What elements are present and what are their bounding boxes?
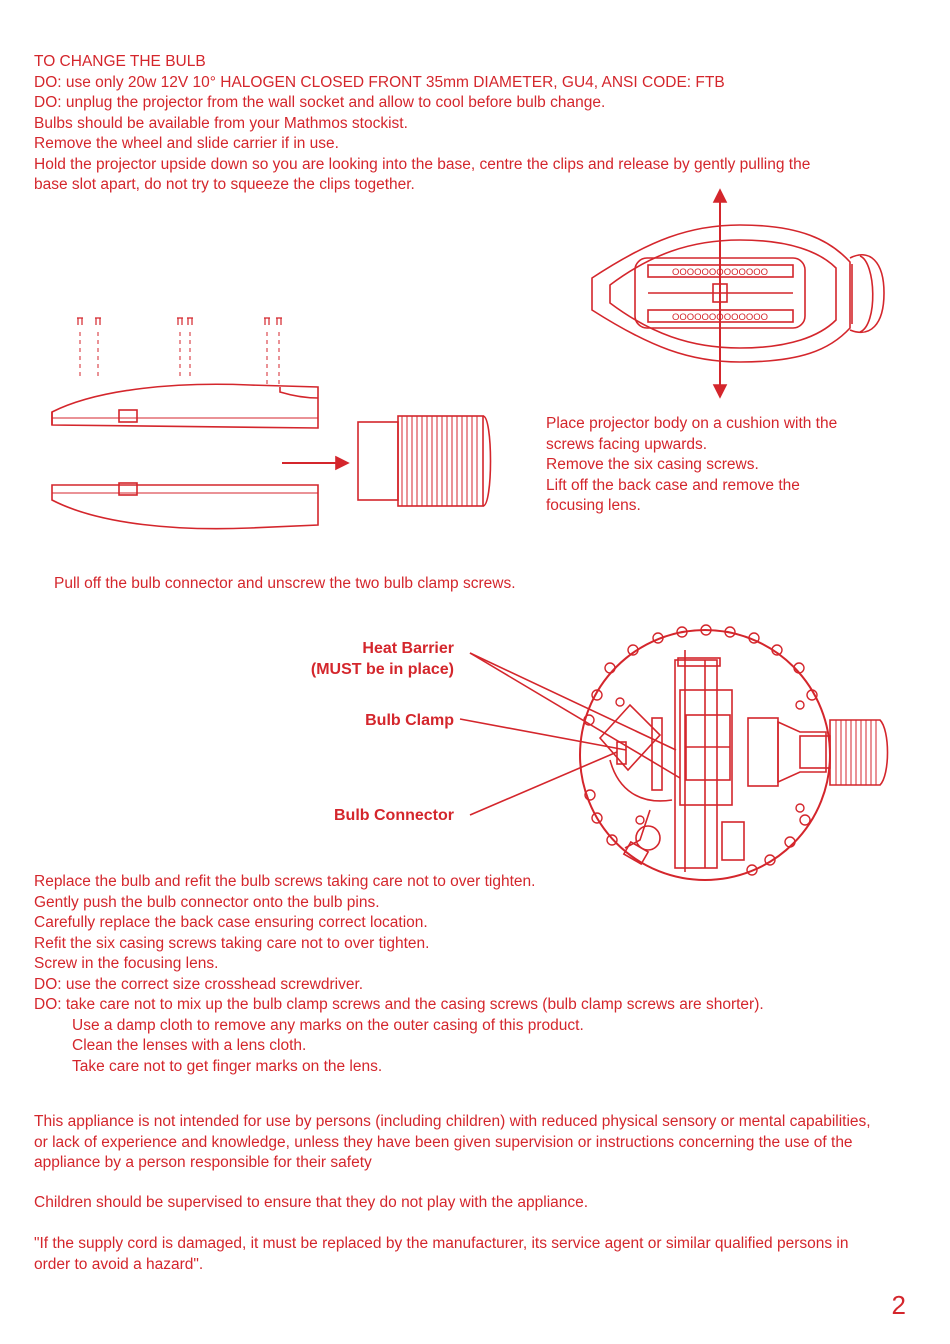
bulb-connector-label: Bulb Connector — [334, 807, 454, 824]
step2-line: screws facing upwards. — [546, 435, 708, 453]
step4-line: Replace the bulb and refit the bulb screws taking care not to over tighten. — [34, 873, 536, 890]
step2-line: focusing lens. — [546, 497, 641, 514]
safety-paragraph-3: "If the supply cord is damaged, it must be replaced by the manufacturer, its service agent or similar qualified persons in order to avoid a hazard". — [34, 1235, 849, 1273]
svg-text:OOOOOOOOOOOOO: OOOOOOOOOOOOO — [671, 312, 769, 323]
step2-block — [546, 414, 837, 517]
svg-text:OOOOOOOOOOOOO: OOOOOOOOOOOOO — [671, 267, 769, 278]
heat-barrier-label — [311, 638, 454, 680]
step4-block — [34, 872, 764, 1077]
step4-line: DO: use the correct size crosshead screwdriver. — [34, 975, 364, 993]
care-line: Clean the lenses with a lens cloth. — [72, 1037, 307, 1054]
intro-line: DO: unplug the projector from the wall socket and allow to cool before bulb change. — [34, 94, 606, 111]
heat-barrier-label-line1: Heat Barrier — [362, 640, 454, 657]
heat-barrier-label-line2: (MUST be in place) — [310, 661, 454, 678]
step3-text: Pull off the bulb connector and unscrew the two bulb clamp screws. — [54, 575, 516, 592]
step4-line: Refit the six casing screws taking care not to over tighten. — [34, 934, 430, 952]
safety-paragraph-2: Children should be supervised to ensure that they do not play with the appliance. — [34, 1194, 589, 1211]
page-number: 2 — [891, 1290, 906, 1320]
intro-line: base slot apart, do not try to squeeze the clips together. — [34, 176, 415, 193]
casing-illustration — [52, 318, 491, 529]
step4-line: Screw in the focusing lens. — [34, 955, 219, 972]
step2-line: Lift off the back case and remove the — [546, 476, 800, 494]
intro-line: Bulbs should be available from your Mathmos stockist. — [34, 114, 408, 132]
projector-base-illustration — [592, 190, 884, 397]
section-heading: TO CHANGE THE BULB — [34, 53, 206, 70]
step2-line: Remove the six casing screws. — [546, 456, 759, 473]
care-line: Take care not to get finger marks on the lens. — [72, 1057, 383, 1075]
bulb-clamp-label: Bulb Clamp — [365, 712, 454, 729]
intro-line: Remove the wheel and slide carrier if in use. — [34, 135, 339, 152]
bulb-assembly-illustration — [460, 625, 888, 880]
step4-line: Carefully replace the back case ensuring correct location. — [34, 914, 428, 931]
safety-paragraph-1: This appliance is not intended for use by persons (including children) with reduced physical sensory or mental capabilities, or lack of experience and knowledge, unless they have been given supervision or instructions concerning the use of the appliance by a person responsible for their safety — [34, 1113, 871, 1171]
intro-line: DO: use only 20w 12V 10° HALOGEN CLOSED FRONT 35mm DIAMETER, GU4, ANSI CODE: FTB — [34, 73, 725, 91]
step2-line: Place projector body on a cushion with the — [546, 415, 838, 432]
step4-line: Gently push the bulb connector onto the bulb pins. — [34, 893, 380, 911]
care-line: Use a damp cloth to remove any marks on the outer casing of this product. — [72, 1016, 584, 1034]
step4-line: DO: take care not to mix up the bulb clamp screws and the casing screws (bulb clamp screws are shorter). — [34, 996, 764, 1013]
intro-line: Hold the projector upside down so you are looking into the base, centre the clips and release by gently pulling the — [34, 155, 811, 173]
